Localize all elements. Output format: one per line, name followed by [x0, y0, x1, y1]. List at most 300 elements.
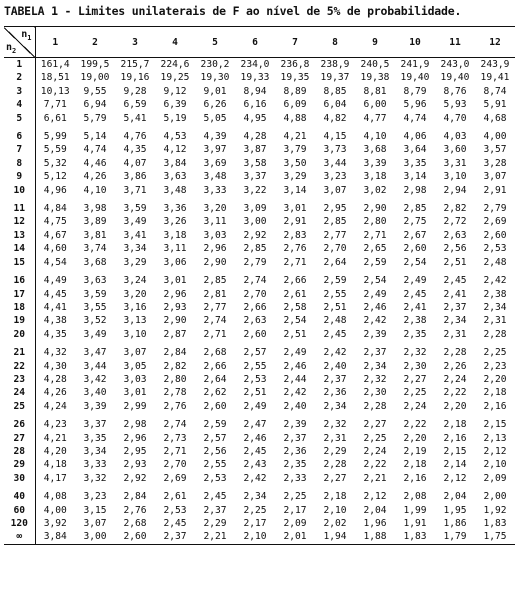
column-header: 9	[355, 27, 395, 58]
column-header: 6	[235, 27, 275, 58]
table-row	[4, 112, 515, 125]
table-cell: 3,28	[483, 157, 507, 169]
table-cell: 3,03	[123, 373, 147, 385]
table-cell: 2,95	[323, 203, 347, 215]
table-cell: 3,49	[83, 328, 107, 340]
row-label: 5	[4, 112, 35, 125]
table-row	[4, 130, 515, 143]
table-cell: 3,20	[203, 203, 227, 215]
table-cell: 2,87	[163, 328, 187, 340]
table-cell: 2,27	[323, 472, 347, 484]
f-distribution-table	[4, 26, 515, 545]
table-cell: 19,40	[440, 72, 470, 84]
table-cell: 2,96	[123, 432, 147, 444]
table-cell: 3,47	[83, 347, 107, 359]
corner-cell	[4, 27, 35, 58]
table-cell: 3,14	[283, 184, 307, 196]
table-cell: 2,29	[323, 445, 347, 457]
table-cell: 2,71	[163, 445, 187, 457]
table-cell: 3,16	[123, 301, 147, 313]
table-cell: 236,8	[280, 59, 310, 70]
table-cell: 4,75	[43, 216, 67, 228]
table-cell: 3,97	[203, 144, 227, 156]
table-cell: 3,39	[363, 157, 387, 169]
table-cell: 2,39	[283, 419, 307, 431]
row-label: 24	[4, 386, 35, 399]
table-cell: 3,37	[83, 419, 107, 431]
table-cell: 2,10	[483, 459, 507, 471]
table-cell: 4,21	[43, 432, 67, 444]
table-cell: 2,76	[163, 400, 187, 412]
table-cell: 2,55	[323, 288, 347, 300]
table-cell: 2,02	[323, 518, 347, 529]
table-cell: 2,54	[403, 256, 427, 268]
table-cell: 2,98	[403, 184, 427, 196]
table-cell: 243,9	[480, 59, 510, 70]
table-cell: 2,00	[483, 491, 507, 503]
table-cell: 2,37	[363, 347, 387, 359]
table-cell: 2,22	[443, 387, 467, 399]
table-cell: 2,12	[483, 445, 507, 457]
table-cell: 4,74	[403, 112, 427, 124]
table-row	[4, 256, 515, 269]
table-cell: 3,34	[83, 445, 107, 457]
table-cell: 2,21	[363, 472, 387, 484]
table-cell: 2,25	[283, 491, 307, 503]
table-cell: 4,28	[243, 131, 267, 143]
table-cell: 2,33	[283, 472, 307, 484]
table-cell: 3,05	[123, 360, 147, 372]
table-cell: 2,39	[363, 328, 387, 340]
table-cell: 10,13	[40, 85, 70, 97]
table-row	[4, 143, 515, 156]
table-cell: 2,40	[323, 360, 347, 372]
table-cell: 2,16	[403, 472, 427, 484]
column-header: 2	[75, 27, 115, 58]
table-cell: 2,74	[243, 275, 267, 287]
table-cell: 2,17	[243, 518, 267, 529]
table-cell: 2,32	[323, 419, 347, 431]
table-cell: 2,12	[363, 491, 387, 503]
table-row	[4, 360, 515, 373]
table-cell: 3,14	[403, 171, 427, 183]
table-cell: 2,25	[403, 387, 427, 399]
table-cell: 8,74	[483, 85, 507, 97]
table-cell: 19,30	[200, 72, 230, 84]
table-cell: 2,35	[403, 328, 427, 340]
table-cell: 3,18	[363, 171, 387, 183]
table-cell: 2,79	[243, 256, 267, 268]
table-row	[4, 418, 515, 431]
table-cell: 241,9	[400, 59, 430, 70]
table-cell: 2,20	[403, 432, 427, 444]
table-cell: 2,42	[483, 275, 507, 287]
table-cell: 2,53	[203, 472, 227, 484]
table-cell: 2,80	[363, 216, 387, 228]
table-cell: 2,34	[243, 491, 267, 503]
table-cell: 19,38	[360, 72, 390, 84]
table-cell: 3,64	[403, 144, 427, 156]
table-cell: 2,49	[283, 347, 307, 359]
table-row	[4, 71, 515, 84]
table-cell: 4,28	[43, 373, 67, 385]
table-cell: 2,46	[363, 301, 387, 313]
row-label: 6	[4, 130, 35, 143]
table-cell: 5,96	[403, 99, 427, 111]
table-cell: 2,60	[403, 243, 427, 255]
table-cell: 4,88	[283, 112, 307, 124]
table-cell: 230,2	[200, 59, 230, 70]
table-cell: 1,95	[443, 504, 467, 516]
table-cell: 5,05	[203, 112, 227, 124]
table-row	[4, 215, 515, 228]
table-cell: 5,19	[163, 112, 187, 124]
table-cell: 2,84	[123, 491, 147, 503]
table-cell: 2,18	[443, 419, 467, 431]
row-label: 17	[4, 288, 35, 301]
column-header: 3	[115, 27, 155, 58]
table-cell: 2,22	[363, 459, 387, 471]
table-cell: 3,35	[83, 432, 107, 444]
table-cell: 2,30	[403, 360, 427, 372]
table-cell: 3,59	[123, 203, 147, 215]
table-cell: 2,37	[283, 432, 307, 444]
table-row	[4, 328, 515, 341]
table-cell: 2,68	[203, 347, 227, 359]
table-cell: 19,37	[320, 72, 350, 84]
table-cell: 5,99	[43, 131, 67, 143]
table-cell: 2,09	[283, 518, 307, 529]
table-cell: 2,36	[283, 445, 307, 457]
table-cell: 2,66	[243, 301, 267, 313]
table-cell: 3,57	[483, 144, 507, 156]
table-cell: 3,89	[83, 216, 107, 228]
table-cell: 2,18	[403, 459, 427, 471]
table-cell: 2,45	[243, 445, 267, 457]
table-cell: 4,23	[43, 419, 67, 431]
table-cell: 2,34	[363, 360, 387, 372]
table-cell: 2,67	[403, 229, 427, 241]
table-cell: 161,4	[40, 59, 70, 70]
column-header: 8	[315, 27, 355, 58]
table-cell: 4,46	[83, 157, 107, 169]
table-cell: 238,9	[320, 59, 350, 70]
table-cell: 2,70	[163, 459, 187, 471]
column-header: 5	[195, 27, 235, 58]
row-label: 2	[4, 71, 35, 84]
table-cell: 3,33	[83, 459, 107, 471]
table-cell: 6,59	[123, 99, 147, 111]
table-cell: 2,85	[243, 243, 267, 255]
column-header: 7	[275, 27, 315, 58]
table-cell: 2,90	[363, 203, 387, 215]
table-cell: 2,71	[283, 256, 307, 268]
table-row	[4, 202, 515, 215]
table-row	[4, 85, 515, 98]
table-cell: 4,67	[43, 229, 67, 241]
table-cell: 2,38	[403, 315, 427, 327]
table-cell: 3,48	[163, 184, 187, 196]
row-label: 13	[4, 229, 35, 242]
table-cell: 2,37	[155, 530, 195, 544]
table-cell: 3,87	[243, 144, 267, 156]
table-cell: 4,82	[323, 112, 347, 124]
table-cell: 2,15	[443, 445, 467, 457]
row-label: 7	[4, 143, 35, 156]
table-cell: 4,26	[83, 171, 107, 183]
table-cell: 3,32	[83, 472, 107, 484]
table-cell: 2,95	[123, 445, 147, 457]
table-cell: 2,53	[483, 243, 507, 255]
table-cell: 4,20	[43, 445, 67, 457]
table-cell: 2,85	[203, 275, 227, 287]
n1-label: $n_1$	[21, 29, 32, 42]
table-cell: 4,26	[43, 387, 67, 399]
table-cell: 3,15	[83, 504, 107, 516]
table-cell: 2,31	[323, 432, 347, 444]
table-cell: 2,57	[243, 347, 267, 359]
table-row	[4, 157, 515, 170]
table-cell: 2,49	[243, 400, 267, 412]
table-cell: 2,82	[443, 203, 467, 215]
row-label: 27	[4, 432, 35, 445]
table-cell: 5,14	[83, 131, 107, 143]
n2-label: $n_2$	[6, 42, 17, 55]
table-cell: 1,75	[475, 530, 515, 544]
table-cell: 2,55	[243, 360, 267, 372]
table-cell: 4,15	[323, 131, 347, 143]
table-cell: 2,19	[403, 445, 427, 457]
table-cell: 3,06	[163, 256, 187, 268]
row-label: 21	[4, 346, 35, 359]
table-cell: 2,47	[243, 419, 267, 431]
table-cell: 1,94	[315, 530, 355, 544]
table-cell: 4,21	[283, 131, 307, 143]
table-row	[4, 58, 515, 72]
table-cell: 2,80	[163, 373, 187, 385]
table-title: TABELA 1 - Limites unilaterais de F ao nível de 5% de probabilidade.	[4, 4, 462, 18]
table-cell: 9,55	[83, 85, 107, 97]
table-cell: 3,07	[483, 171, 507, 183]
table-cell: 3,18	[163, 229, 187, 241]
table-cell: 2,72	[443, 216, 467, 228]
table-cell: 2,51	[283, 328, 307, 340]
row-label: 40	[4, 490, 35, 503]
table-cell: 2,66	[283, 275, 307, 287]
table-cell: 2,85	[323, 216, 347, 228]
table-cell: 6,94	[83, 99, 107, 111]
table-cell: 3,60	[443, 144, 467, 156]
table-cell: 2,30	[363, 387, 387, 399]
table-cell: 2,64	[323, 256, 347, 268]
table-cell: 2,24	[443, 373, 467, 385]
table-cell: 3,34	[123, 243, 147, 255]
row-label: 3	[4, 85, 35, 98]
table-cell: 1,79	[435, 530, 475, 544]
table-cell: 2,37	[443, 301, 467, 313]
row-label: 23	[4, 373, 35, 386]
table-cell: 2,77	[323, 229, 347, 241]
table-cell: 2,62	[203, 387, 227, 399]
table-cell: 2,60	[483, 229, 507, 241]
row-label: 60	[4, 504, 35, 517]
row-label: 1	[4, 58, 35, 72]
table-cell: 2,77	[203, 301, 227, 313]
table-cell: 1,92	[483, 504, 507, 516]
table-row	[4, 432, 515, 445]
table-cell: 4,07	[123, 157, 147, 169]
row-label: 25	[4, 400, 35, 413]
table-cell: 3,29	[283, 171, 307, 183]
table-cell: 4,12	[163, 144, 187, 156]
table-cell: 2,91	[283, 216, 307, 228]
table-cell: 4,17	[43, 472, 67, 484]
table-cell: 2,93	[163, 301, 187, 313]
table-cell: 2,28	[483, 328, 507, 340]
table-cell: 2,16	[443, 432, 467, 444]
table-cell: 2,92	[123, 472, 147, 484]
table-cell: 2,27	[363, 419, 387, 431]
table-cell: 2,42	[323, 347, 347, 359]
table-cell: 2,70	[323, 243, 347, 255]
table-cell: 8,81	[363, 85, 387, 97]
table-cell: 2,29	[203, 518, 227, 529]
table-cell: 2,90	[163, 315, 187, 327]
table-row	[4, 98, 515, 111]
table-cell: 224,6	[160, 59, 190, 70]
table-cell: 5,32	[43, 157, 67, 169]
table-cell: 2,40	[283, 400, 307, 412]
table-cell: 4,06	[403, 131, 427, 143]
table-row	[4, 373, 515, 386]
table-cell: 2,13	[483, 432, 507, 444]
table-cell: 2,31	[443, 328, 467, 340]
table-cell: 3,00	[243, 216, 267, 228]
table-cell: 2,45	[203, 491, 227, 503]
table-cell: 4,03	[443, 131, 467, 143]
table-cell: 2,82	[163, 360, 187, 372]
table-cell: 3,07	[123, 347, 147, 359]
table-body	[4, 58, 515, 545]
table-row	[4, 274, 515, 287]
table-cell: 2,37	[203, 504, 227, 516]
table-cell: 2,78	[163, 387, 187, 399]
table-cell: 3,49	[123, 216, 147, 228]
table-cell: 4,54	[43, 256, 67, 268]
table-cell: 2,04	[443, 491, 467, 503]
table-row	[4, 472, 515, 485]
table-cell: 2,49	[363, 288, 387, 300]
table-cell: 2,68	[123, 518, 147, 529]
table-cell: 3,69	[203, 157, 227, 169]
table-cell: 2,54	[283, 315, 307, 327]
table-row	[4, 400, 515, 413]
table-cell: 6,16	[243, 99, 267, 111]
table-cell: 2,42	[283, 387, 307, 399]
table-cell: 240,5	[360, 59, 390, 70]
table-cell: 2,28	[363, 400, 387, 412]
row-label: 19	[4, 314, 35, 327]
row-label: 28	[4, 445, 35, 458]
table-cell: 3,84	[35, 530, 75, 544]
table-cell: 2,64	[203, 373, 227, 385]
table-cell: 4,10	[83, 184, 107, 196]
table-cell: 2,22	[403, 419, 427, 431]
table-cell: 3,63	[163, 171, 187, 183]
table-cell: 2,17	[283, 504, 307, 516]
table-cell: 3,26	[163, 216, 187, 228]
table-cell: 3,68	[83, 256, 107, 268]
table-cell: 3,48	[203, 171, 227, 183]
table-cell: 5,41	[123, 112, 147, 124]
table-cell: 4,76	[123, 131, 147, 143]
table-cell: 6,00	[363, 99, 387, 111]
table-cell: 2,61	[163, 491, 187, 503]
table-cell: 2,51	[243, 387, 267, 399]
table-cell: 3,92	[43, 518, 67, 529]
table-cell: 3,74	[83, 243, 107, 255]
table-cell: 3,98	[83, 203, 107, 215]
table-cell: 4,84	[43, 203, 67, 215]
table-cell: 3,71	[123, 184, 147, 196]
table-cell: 2,46	[283, 360, 307, 372]
row-label: 20	[4, 328, 35, 341]
table-cell: 199,5	[80, 59, 110, 70]
table-cell: 2,70	[243, 288, 267, 300]
table-cell: 2,51	[443, 256, 467, 268]
table-cell: 19,16	[120, 72, 150, 84]
table-cell: 2,34	[443, 315, 467, 327]
table-cell: 2,48	[323, 315, 347, 327]
row-label: 120	[4, 517, 35, 530]
table-cell: 4,00	[483, 131, 507, 143]
table-cell: 2,20	[483, 373, 507, 385]
table-cell: 2,92	[243, 229, 267, 241]
table-cell: 9,01	[203, 85, 227, 97]
table-cell: 5,79	[83, 112, 107, 124]
table-cell: 4,18	[43, 459, 67, 471]
table-row	[4, 504, 515, 517]
row-label: 12	[4, 215, 35, 228]
table-cell: 6,09	[283, 99, 307, 111]
table-cell: 4,30	[43, 360, 67, 372]
table-row	[4, 301, 515, 314]
table-cell: 3,22	[243, 184, 267, 196]
table-cell: 3,40	[83, 387, 107, 399]
table-cell: 2,38	[483, 288, 507, 300]
table-cell: 18,51	[40, 72, 70, 84]
table-cell: 3,31	[443, 157, 467, 169]
table-cell: 9,12	[163, 85, 187, 97]
table-cell: 3,42	[83, 373, 107, 385]
table-row	[4, 229, 515, 242]
table-row	[4, 517, 515, 530]
table-cell: 2,85	[403, 203, 427, 215]
column-header: 4	[155, 27, 195, 58]
table-cell: 2,57	[203, 432, 227, 444]
table-cell: 3,81	[83, 229, 107, 241]
table-cell: 3,23	[323, 171, 347, 183]
table-cell: 2,83	[283, 229, 307, 241]
table-cell: 2,42	[363, 315, 387, 327]
table-cell: 2,71	[203, 328, 227, 340]
table-cell: 2,74	[203, 315, 227, 327]
table-cell: 2,61	[283, 288, 307, 300]
table-row	[4, 288, 515, 301]
table-cell: 2,59	[323, 275, 347, 287]
table-cell: 2,41	[443, 288, 467, 300]
table-row	[4, 530, 515, 544]
